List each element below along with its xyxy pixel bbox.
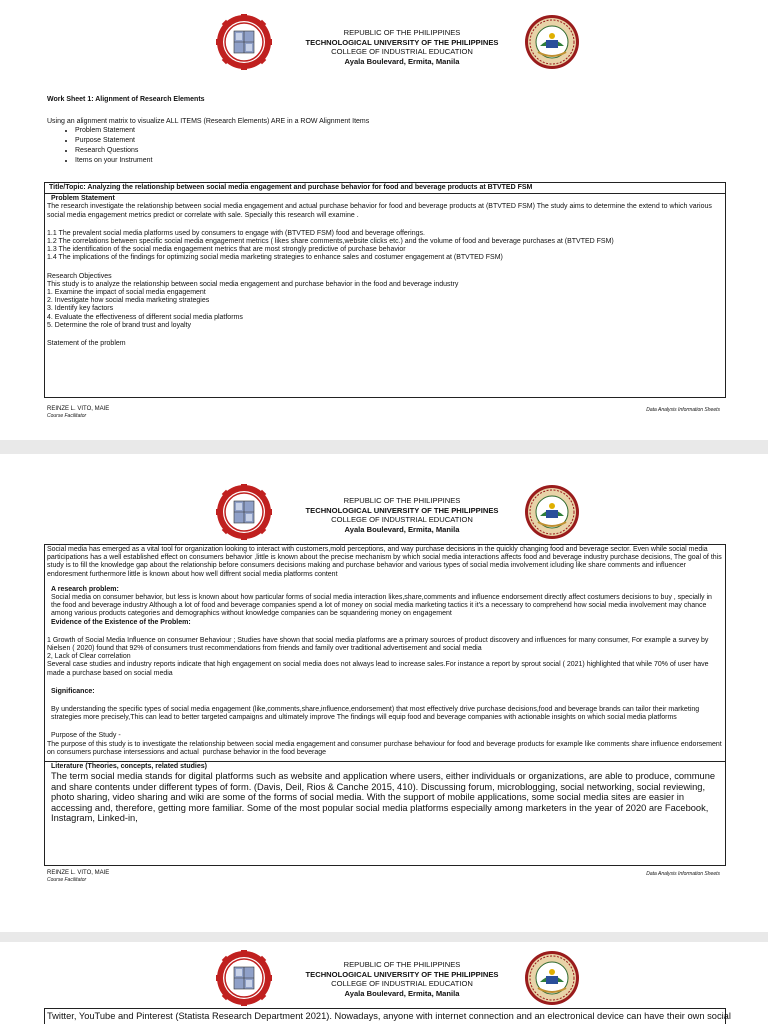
problem-text: The research investigate the relationship between social media engagement and actual purchase behavior for food and beverage products at (BTVTED FSM) The study aims to determine the extend to which various social media engagement metrics predict or correlate with sale. Specially this research will examine . <box>47 203 714 219</box>
sub-item: 1.2 The correlations between specific social media engagement metrics ( likes share comments,website clicks etc.) and the volume of food and beverage purchases at (BTVTED FSM) <box>47 238 614 246</box>
list-item: • Research Questions <box>75 146 152 156</box>
header-line1: REPUBLIC OF THE PHILIPPINES <box>343 960 461 969</box>
footer-facilitator <box>47 406 109 420</box>
header-university: TECHNOLOGICAL UNIVERSITY OF THE PHILIPPINES <box>305 37 499 47</box>
research-content-box <box>44 544 726 866</box>
facilitator-role: Course Facilitator <box>47 413 87 419</box>
header-text <box>240 28 564 66</box>
college-seal-icon <box>524 14 580 70</box>
page-gap <box>0 440 768 454</box>
header-college: COLLEGE OF INDUSTRIAL EDUCATION <box>331 515 473 525</box>
list-item: • Purpose Statement <box>75 136 152 146</box>
worksheet-intro: Using an alignment matrix to visualize ALL ITEMS (Research Elements) ARE in a ROW Alignment Items <box>47 118 370 125</box>
page-header <box>0 950 768 1010</box>
objective-item: 1. Examine the impact of social media engagement <box>47 289 206 297</box>
purpose-heading: Purpose of the Study - <box>51 732 121 740</box>
header-address: Ayala Boulevard, Ermita, Manila <box>344 988 460 998</box>
header-university: TECHNOLOGICAL UNIVERSITY OF THE PHILIPPINES <box>305 969 499 979</box>
header-line1: REPUBLIC OF THE PHILIPPINES <box>343 496 461 505</box>
header-college: COLLEGE OF INDUSTRIAL EDUCATION <box>331 979 473 989</box>
facilitator-name: REINZE L. VITO, MAIE <box>47 870 110 876</box>
continued-content-box <box>44 1008 731 1024</box>
topic-title: Title/Topic: Analyzing the relationship between social media engagement and purchase behavior for food and beverage products at BTVTED FSM <box>49 184 533 191</box>
worksheet-title: Work Sheet 1: Alignment of Research Elements <box>47 96 205 103</box>
objectives-intro: This study is to analyze the relationship between social media engagement and purchase behavior in the food and beverage industry <box>47 280 459 288</box>
header-line1: REPUBLIC OF THE PHILIPPINES <box>343 28 461 37</box>
intro-paragraph: Social media has emerged as a vital tool for organization looking to interact with customers,mold perceptions, and way purchase decisions in the quickly changing food and beverage sector. Even while social media participations has a well established effect on consumers behavior ,little is known about the precise mechanism by which social media interactions affects food and beverage industry purchase decisions, The goal of this study is to fill the knowledge gap about the relationship before consumers decisions making and purchase behavior and various types of social media involvement icluding like share comments and influencer endoresment furthermore little is known about how well diffrent social media platforms content <box>47 546 724 578</box>
header-college: COLLEGE OF INDUSTRIAL EDUCATION <box>331 47 473 57</box>
alignment-items-list <box>47 126 152 166</box>
objective-item: 4. Evaluate the effectiveness of different social media platforms <box>47 313 243 321</box>
page-2 <box>0 454 768 932</box>
sub-item: 1.4 The implications of the findings for optimizing social media marketing strategies to enhance sales and costumer engagement at (BTVTED FSM) <box>47 254 503 262</box>
facilitator-name: REINZE L. VITO, MAIE <box>47 406 110 412</box>
evidence-1: 1 Growth of Social Media Influence on consumer Behaviour ; Studies have shown that social media platforms are a primary sources of product discovery and influences for many consumer, For example a survey by Nielsen ( 2020) found that 92% of consumers trust recommendations from friends and family over traditional advertisement and social media <box>47 636 711 653</box>
footer-doc-label: Data Analysis Information Sheets <box>646 407 720 413</box>
list-item: • Items on your Instrument <box>75 156 152 166</box>
literature-heading: Literature (Theories, concepts, related studies) <box>51 763 207 771</box>
literature-cell <box>45 761 725 825</box>
page-gap <box>0 932 768 942</box>
problem-statement-cell <box>45 193 725 349</box>
problem-heading: Problem Statement <box>51 195 115 203</box>
footer-facilitator <box>47 870 109 884</box>
header-text <box>240 960 564 998</box>
statement-of-problem: Statement of the problem <box>47 340 126 348</box>
research-problem-heading: A research problem: <box>51 585 119 593</box>
purpose-text: The purpose of this study is to investigate the relationship between social media engagement and consumer purchase behaviour for food and beverage products for example like comments share influence endorsement on consumers purchase intersessions and actual purchase behavior in the food beverage <box>47 740 724 756</box>
evidence-2-title: 2, Lack of Clear correlation <box>47 653 131 661</box>
evidence-2: Several case studies and industry reports indicate that high engagement on social media does not always lead to increase sales.For instance a report by sprout social ( 2021) highlighted that while 70% of user have made a purchase based on social media <box>47 661 711 677</box>
college-seal-icon <box>524 950 580 1006</box>
header-address: Ayala Boulevard, Ermita, Manila <box>344 524 460 534</box>
sub-item: 1.3 The identification of the social media engagement metrics that are most strongly predictive of purchase behavior <box>47 246 406 254</box>
alignment-matrix <box>44 182 726 398</box>
header-text <box>240 496 564 534</box>
objective-item: 2. Investigate how social media marketing strategies <box>47 297 210 305</box>
evidence-heading: Evidence of the Existence of the Problem: <box>51 618 191 626</box>
page-header <box>0 484 768 544</box>
college-seal-icon <box>524 484 580 540</box>
page-1 <box>0 0 768 440</box>
facilitator-role: Course Facilitator <box>47 877 87 883</box>
footer-doc-label: Data Analysis Information Sheets <box>646 871 720 877</box>
header-address: Ayala Boulevard, Ermita, Manila <box>344 56 460 66</box>
list-item: • Problem Statement <box>75 126 152 136</box>
objective-item: 3. Identify key factors <box>47 305 114 313</box>
literature-continued: Twitter, YouTube and Pinterest (Statista Research Department 2021). Nowadays, anyone with internet connection and an electronical device can have their own social <box>47 1011 731 1021</box>
research-problem-text: Social media on consumer behavior, but less is known about how particular forms of social media interaction likes,share,comments and influence endorsement directly affect costumers decisions to buy , specially in the food and beverage industry Although a lot of food and beverage companies spend a lot of money on social media marketing tactics it it's a necessary to comprehend how social media involvement may chance among various products categories and demographics without knowledge companies can be squandering money on engagement <box>51 594 714 618</box>
objectives-heading: Research Objectives <box>47 272 112 280</box>
page-header <box>0 14 768 74</box>
significance-heading: Significance: <box>51 687 95 695</box>
sub-item: 1.1 The prevalent social media platforms used by consumers to engage with (BTVTED FSM) food and beverage offerings. <box>47 229 425 237</box>
header-university: TECHNOLOGICAL UNIVERSITY OF THE PHILIPPINES <box>305 505 499 515</box>
significance-text: By understanding the specific types of social media engagement (like,comments,share,influence,endorsement) that most effectively drive purchase decisions,food and beverage brands can tailor their marketing strategies more precisely,This can lead to better targeted campaigns and ultimately improve The findings will equip food and beverage companies with actionable insights on which social media platforms <box>51 706 702 722</box>
objective-item: 5. Determine the role of brand trust and loyalty <box>47 321 191 329</box>
page-3 <box>0 942 768 1024</box>
literature-text: The term social media stands for digital platforms such as website and application where users, either individuals or organizations, are able to produce, commune and share contents under different types of form. (Davis, Deil, Rios & Canche 2015, 410). Discussing forum, microblogging, social networking, social reviewing, photo sharing, video sharing and wiki are some of the forms of social media. With the support of mobile applications, some social media sites are easier in accessing and, therefore, getting more familiar. Some of the most popular social media platforms especially among marketers in the year of 2020 are Facebook, Instagram, Linked-in, <box>51 771 716 824</box>
